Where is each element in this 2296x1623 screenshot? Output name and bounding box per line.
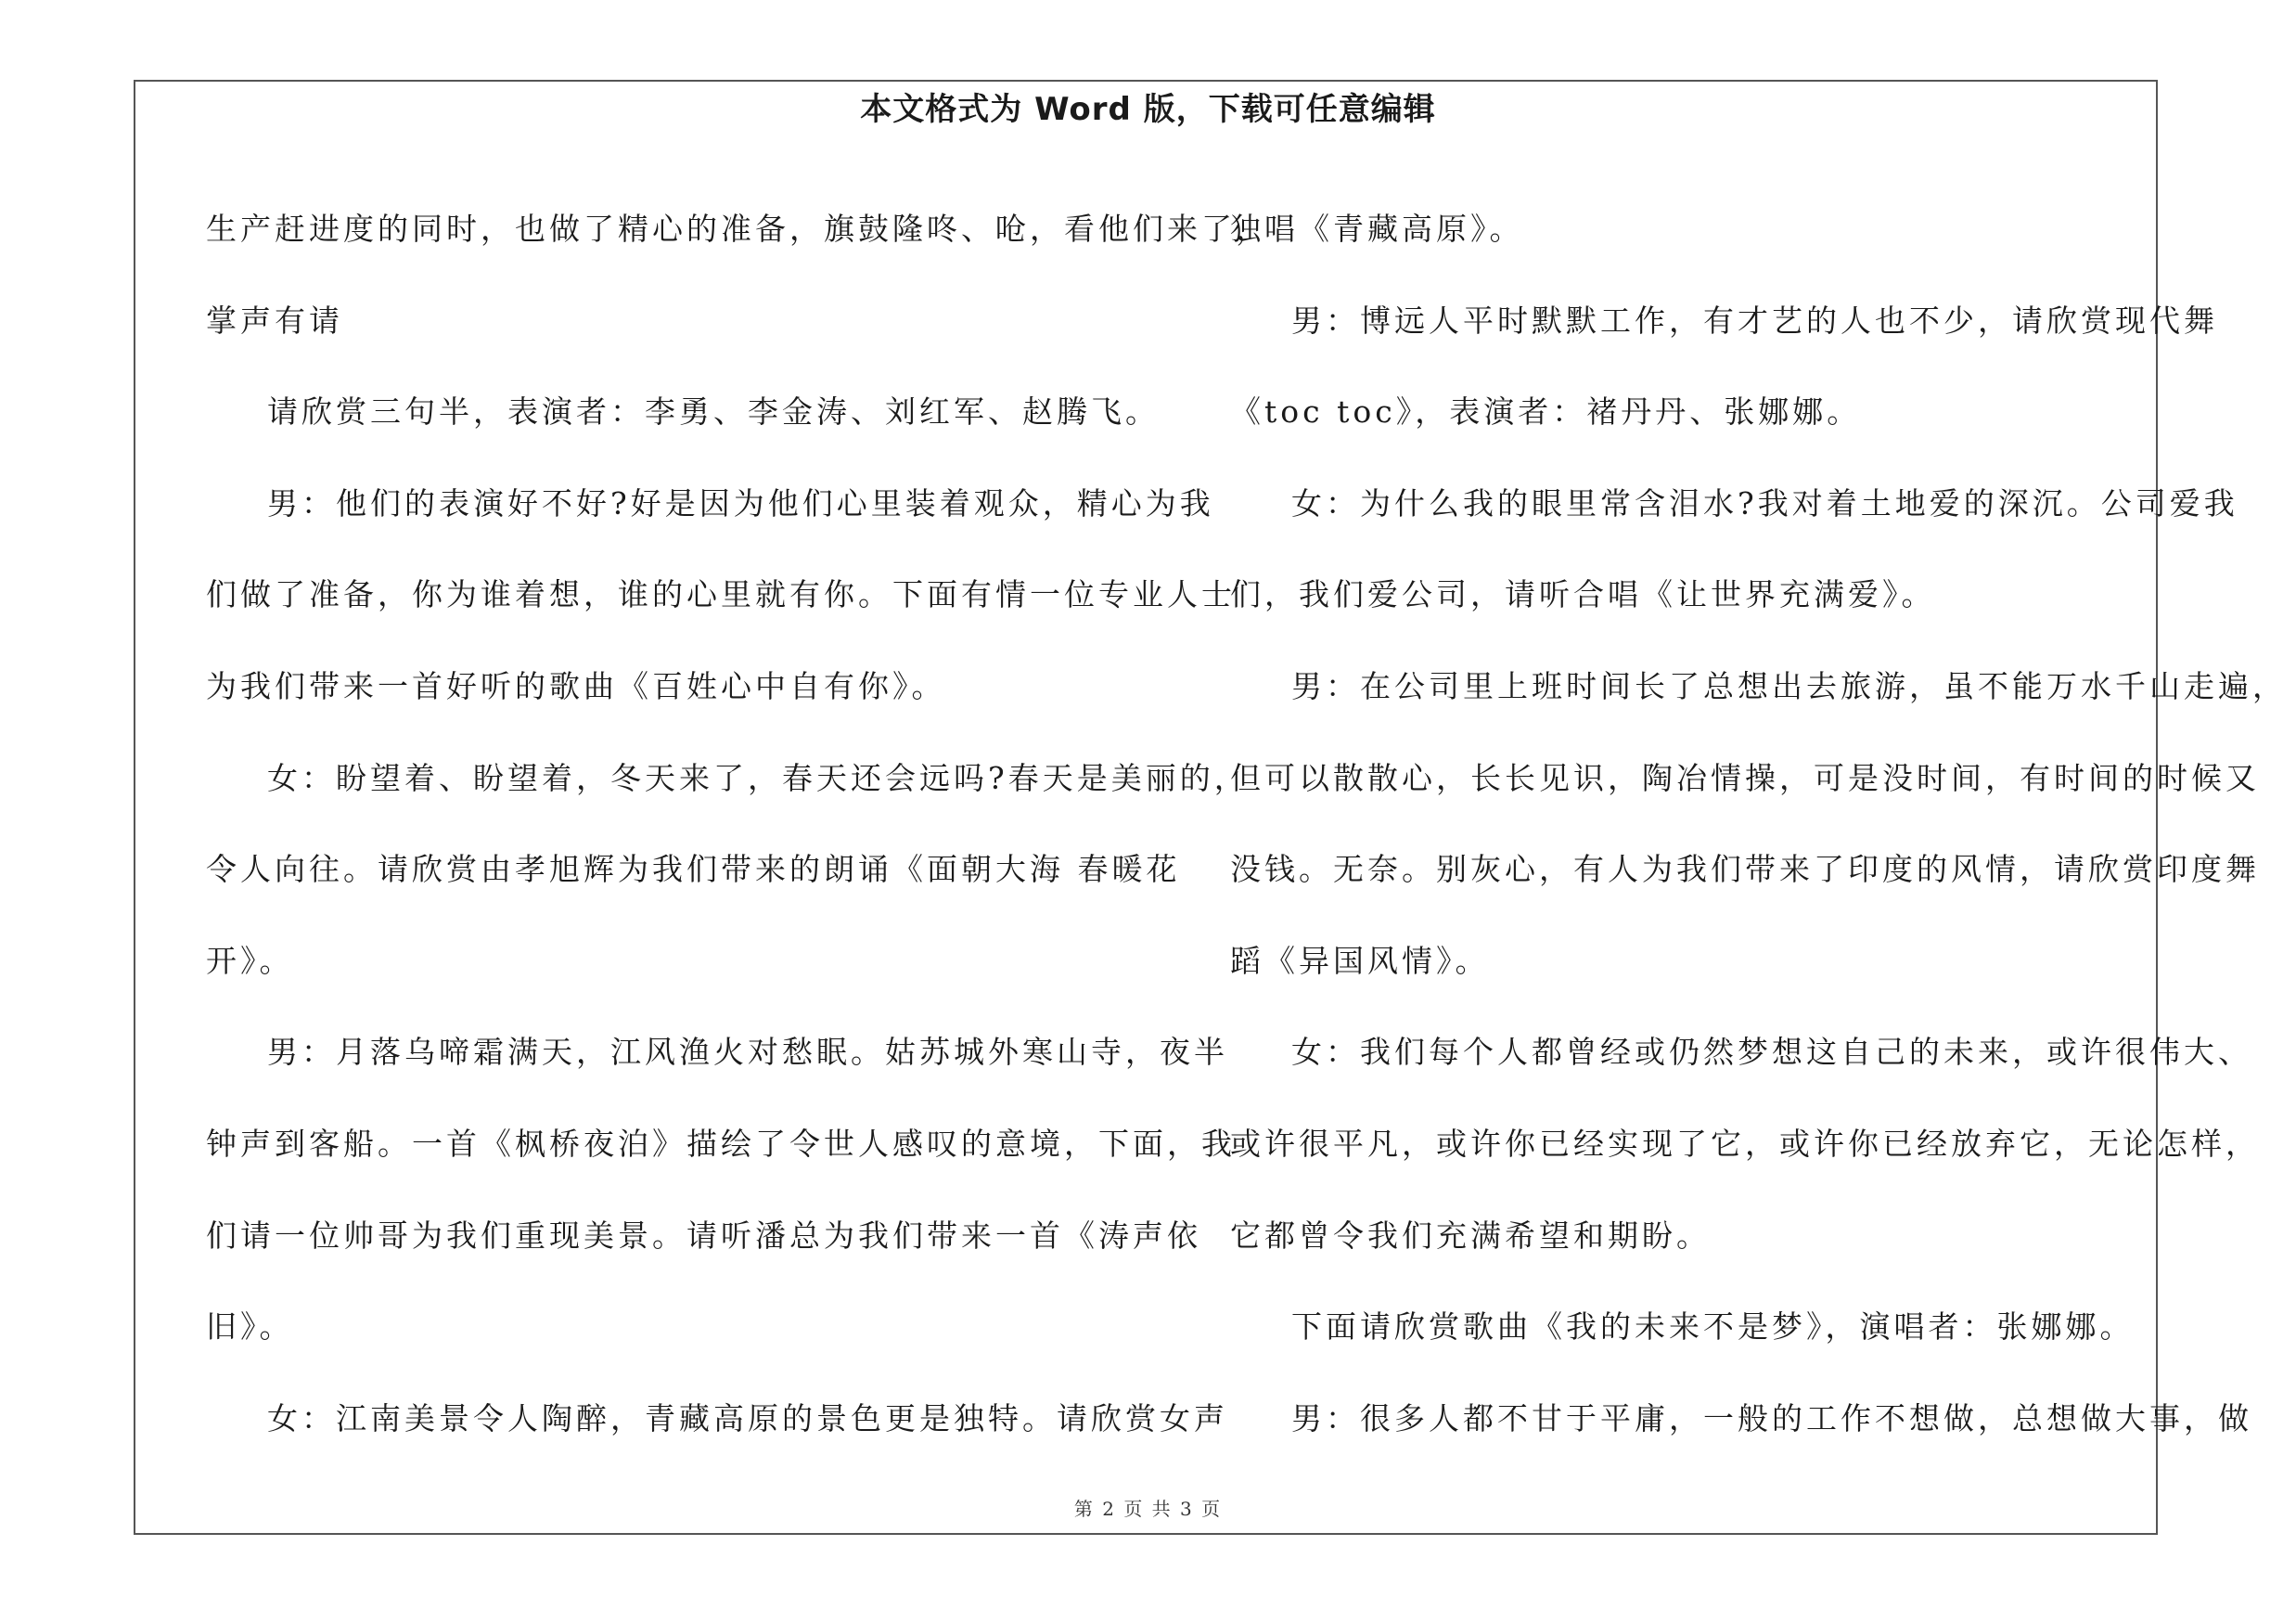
paragraph-start: 请欣赏三句半，表演者：李勇、李金涛、刘红军、赵腾飞。	[267, 393, 1160, 431]
text-line: 但可以散散心，长长见识，陶冶情操，可是没时间，有时间的时候又	[1230, 759, 2260, 796]
document-header-notice: 本文格式为 Word 版，下载可任意编辑	[860, 91, 1436, 128]
text-line: 开》。	[206, 942, 294, 979]
paragraph-start: 女：为什么我的眼里常含泪水?我对着土地爱的深沉。公司爱我	[1291, 484, 2238, 522]
paragraph-start: 女：盼望着、盼望着，冬天来了，春天还会远吗?春天是美丽的，	[267, 759, 1249, 796]
text-line: 为我们带来一首好听的歌曲《百姓心中自有你》。	[206, 667, 946, 704]
text-line: 独唱《青藏高原》。	[1230, 211, 1524, 247]
text-line: 蹈《异国风情》。	[1230, 942, 1490, 979]
paragraph-start: 男：他们的表演好不好?好是因为他们心里装着观众，精心为我	[267, 484, 1214, 522]
paragraph-start: 男：月落乌啼霜满天，江风渔火对愁眠。姑苏城外寒山寺，夜半	[267, 1034, 1228, 1071]
paragraph-start: 女：江南美景令人陶醉，青藏高原的景色更是独特。请欣赏女声	[267, 1399, 1228, 1436]
right-text-column	[1230, 184, 2287, 1464]
text-line: 《toc toc》，表演者：褚丹丹、张娜娜。	[1230, 393, 1862, 431]
text-line: 或许很平凡，或许你已经实现了它，或许你已经放弃它，无论怎样，	[1230, 1125, 2260, 1162]
text-line: 它都曾令我们充满希望和期盼。	[1230, 1217, 1711, 1254]
text-line: 们请一位帅哥为我们重现美景。请听潘总为我们带来一首《涛声依	[206, 1217, 1201, 1254]
text-line: 没钱。无奈。别灰心，有人为我们带来了印度的风情，请欣赏印度舞	[1230, 851, 2260, 888]
text-line: 生产赶进度的同时，也做了精心的准备，旗鼓隆咚、呛，看他们来了，	[206, 211, 1270, 247]
text-line: 令人向往。请欣赏由孝旭辉为我们带来的朗诵《面朝大海 春暖花	[206, 851, 1181, 888]
text-line: 掌声有请	[206, 302, 343, 339]
page-number-footer: 第 2 页 共 3 页	[1073, 1498, 1223, 1520]
left-text-column	[206, 184, 1270, 1464]
paragraph-start: 男：在公司里上班时间长了总想出去旅游，虽不能万水千山走遍，	[1291, 667, 2287, 704]
text-line: 们做了准备，你为谁着想，谁的心里就有你。下面有情一位专业人士	[206, 576, 1236, 613]
text-line: 钟声到客船。一首《枫桥夜泊》描绘了令世人感叹的意境，下面，我	[206, 1125, 1236, 1162]
paragraph-start: 下面请欣赏歌曲《我的未来不是梦》，演唱者：张娜娜。	[1291, 1308, 2135, 1346]
text-line: 们，我们爱公司，请听合唱《让世界充满爱》。	[1230, 576, 1936, 613]
paragraph-start: 女：我们每个人都曾经或仍然梦想这自己的未来，或许很伟大、	[1291, 1034, 2252, 1071]
paragraph-start: 男：很多人都不甘于平庸，一般的工作不想做，总想做大事，做	[1291, 1399, 2252, 1436]
text-line: 旧》。	[206, 1308, 294, 1346]
paragraph-start: 男：博远人平时默默工作，有才艺的人也不少，请欣赏现代舞	[1291, 302, 2218, 339]
